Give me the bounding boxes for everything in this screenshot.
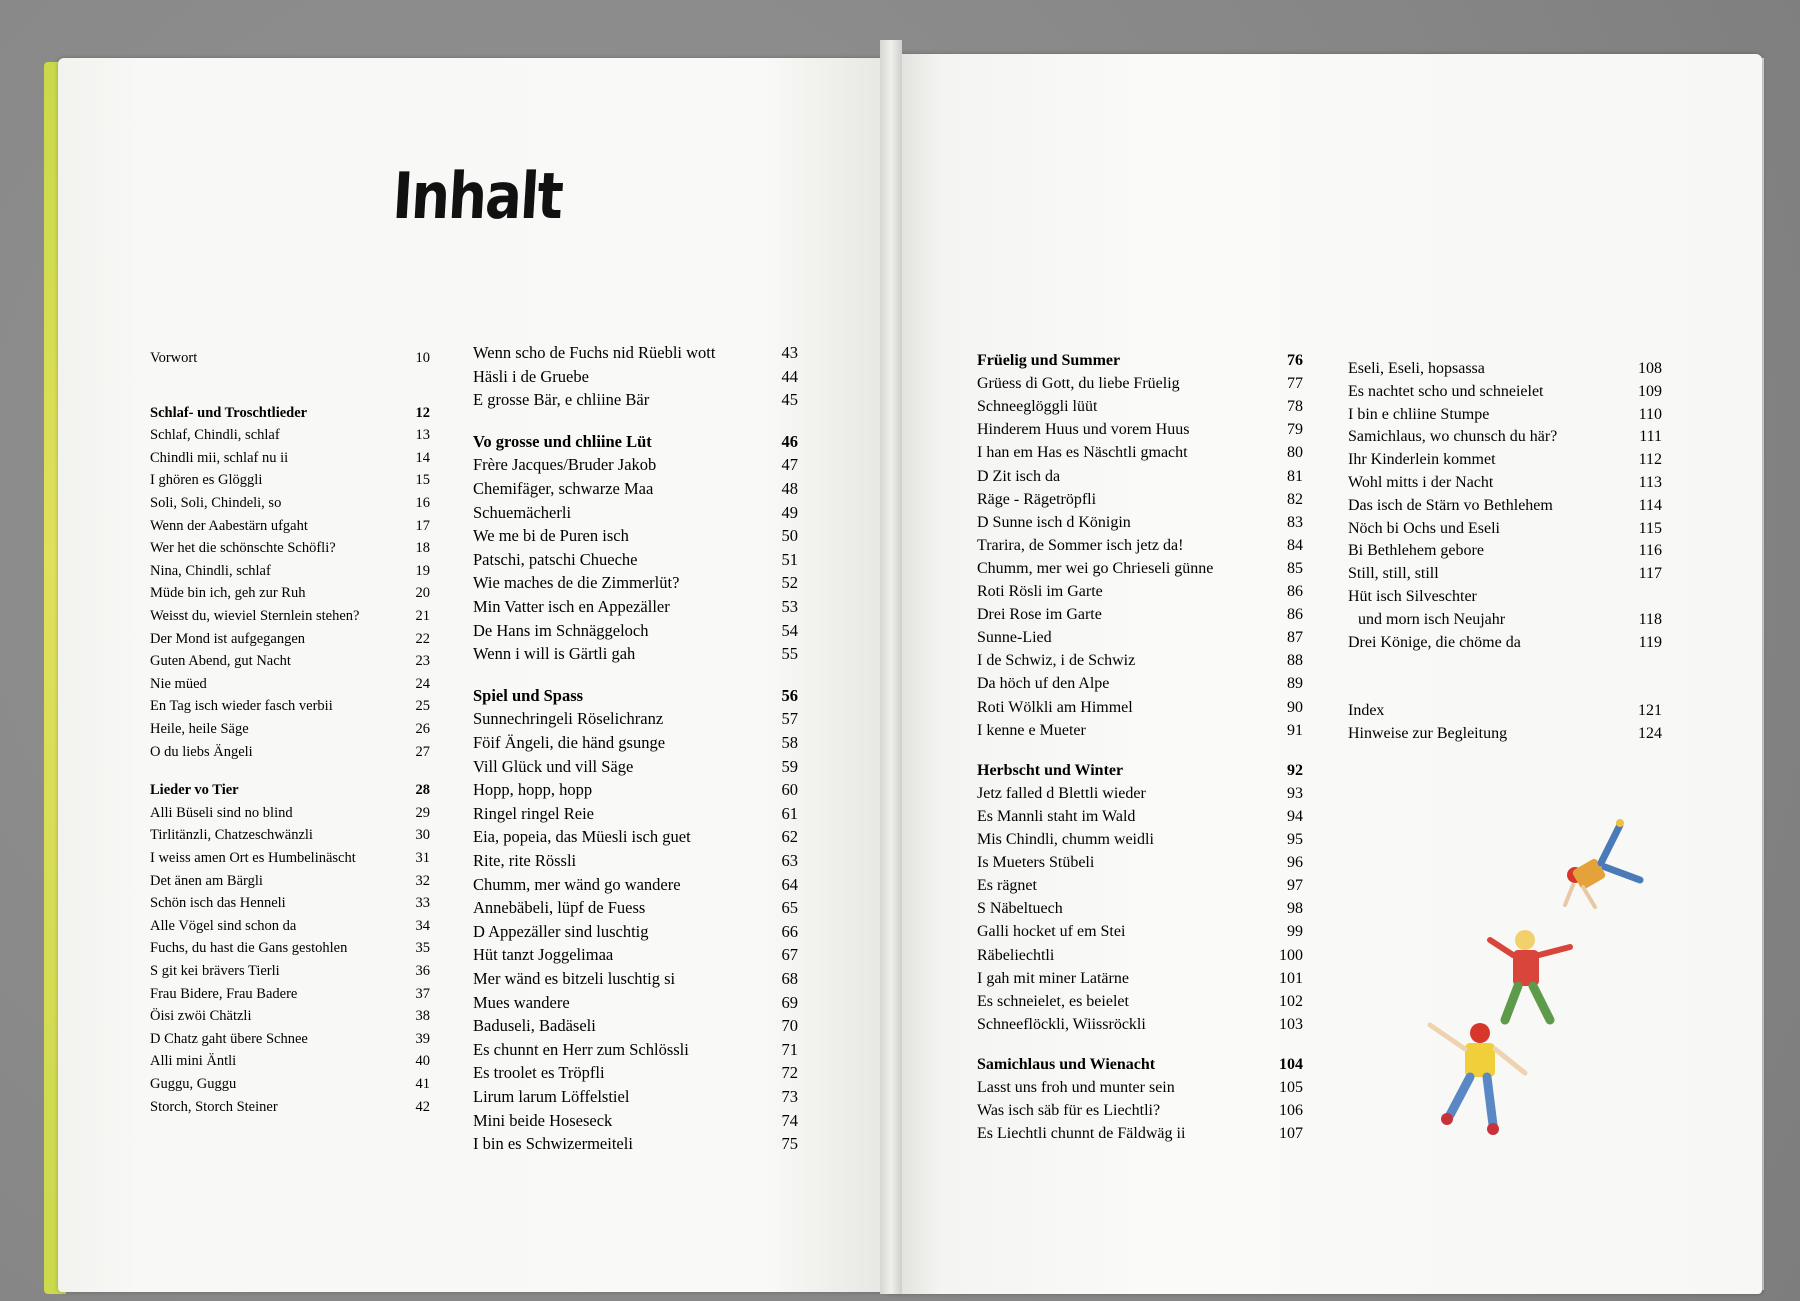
toc-entry-title: Vill Glück und vill Säge (473, 756, 634, 776)
toc-entry-title: Räge - Rägetröpfli (977, 490, 1097, 508)
toc-entry-title: Der Mond ist aufgegangen (150, 630, 306, 647)
toc-entry-title: Nie müed (150, 675, 207, 692)
toc-entry-title: Es schneielet, es beielet (977, 992, 1129, 1010)
toc-entry-title: Müde bin ich, geh zur Ruh (150, 585, 306, 602)
toc-page-number: 70 (781, 1016, 798, 1036)
toc-page-number: 13 (415, 427, 430, 444)
toc-page-number: 37 (415, 985, 430, 1002)
toc-page-number: 46 (781, 431, 798, 451)
toc-page-number: 73 (781, 1087, 798, 1106)
toc-page-number: 17 (415, 517, 430, 534)
toc-page-number: 19 (415, 562, 430, 579)
toc-page-number: 84 (1287, 536, 1303, 554)
toc-page-number: 30 (415, 827, 430, 844)
toc-page-number: 99 (1287, 923, 1303, 941)
toc-entry-title: Eia, popeia, das Müesli isch guet (473, 827, 691, 847)
toc-page-number: 115 (1638, 519, 1662, 537)
toc-entry-title: Es Liechtli chunnt de Fäldwäg ii (977, 1125, 1186, 1143)
toc-page-number: 86 (1287, 583, 1303, 600)
toc-entry-title: Samichlaus und Wienacht (977, 1055, 1156, 1073)
toc-entry-title: Alli mini Äntli (150, 1053, 237, 1070)
toc-page-number: 33 (415, 895, 430, 912)
toc-page-number: 114 (1638, 496, 1662, 514)
toc-page-number: 121 (1638, 702, 1662, 720)
toc-entry-title: Nöch bi Ochs und Eseli (1348, 519, 1500, 537)
toc-entry-title: Storch, Storch Steiner (150, 1098, 278, 1115)
toc-entry-title: Hinweise zur Begleitung (1348, 725, 1508, 743)
toc-page-number: 35 (415, 940, 430, 957)
toc-page-number: 38 (415, 1008, 430, 1025)
toc-page-number: 21 (415, 608, 430, 624)
toc-page-number: 94 (1287, 807, 1303, 825)
toc-entry-title: Bi Bethlehem gebore (1348, 542, 1484, 560)
toc-entry-title: S git kei brävers Tierli (150, 963, 280, 979)
toc-entry-title: Hüt tanzt Joggelimaa (473, 945, 614, 965)
toc-page-number: 93 (1287, 784, 1303, 802)
toc-entry-title: Früelig und Summer (977, 352, 1121, 369)
toc-page-number: 63 (781, 851, 798, 870)
toc-entry-title: Drei Rose im Garte (977, 606, 1102, 624)
toc-entry-title: Ringel ringel Reie (473, 803, 594, 823)
toc-entry-title: Räbeliechtli (977, 946, 1055, 964)
toc-entry-title: Schön isch das Henneli (150, 895, 286, 912)
toc-entry-title: Spiel und Spass (473, 685, 584, 705)
toc-entry-title: Hopp, hopp, hopp (473, 780, 593, 800)
toc-page-number: 87 (1287, 629, 1303, 647)
toc-entry-title: I bin es Schwizermeiteli (473, 1134, 633, 1154)
toc-page-number: 74 (781, 1110, 798, 1130)
toc-page-number: 96 (1287, 854, 1303, 872)
toc-page-number: 109 (1638, 382, 1662, 400)
toc-entry-title: Schneeflöckli, Wiissröckli (977, 1015, 1146, 1033)
toc-page-number: 24 (415, 675, 430, 692)
toc-page-number: 111 (1639, 428, 1662, 446)
toc-page-number: 54 (781, 620, 798, 640)
kid-middle-figure (1490, 930, 1570, 1020)
toc-entry-title: Galli hocket uf em Stei (977, 923, 1126, 941)
toc-entry-title: Wer het die schönschte Schöfli? (150, 540, 336, 557)
toc-page-number: 65 (781, 898, 798, 918)
toc-entry-title: Öisi zwöi Chätzli (150, 1008, 252, 1025)
toc-page-number: 53 (781, 597, 798, 616)
toc-entry-title: Baduseli, Badäseli (473, 1016, 596, 1036)
toc-entry-title: Wie maches de die Zimmerlüt? (473, 573, 680, 593)
toc-entry-title: Es chunnt en Herr zum Schlössli (473, 1039, 689, 1059)
toc-entry-title: Roti Rösli im Garte (977, 583, 1103, 600)
toc-entry-title: D Zit isch da (977, 467, 1061, 485)
toc-page-number: 40 (415, 1053, 430, 1070)
toc-page-number: 69 (781, 992, 798, 1012)
toc-page-number: 82 (1287, 490, 1303, 508)
toc-page-number: 89 (1287, 675, 1303, 693)
toc-entry-title: Min Vatter isch en Appezäller (473, 597, 670, 616)
toc-page-number: 23 (415, 653, 430, 670)
toc-entry-title: I de Schwiz, i de Schwiz (977, 652, 1136, 670)
toc-entry-title: D Chatz gaht übere Schnee (150, 1030, 308, 1047)
toc-entry-title: Föif Ängeli, die händ gsunge (473, 733, 666, 752)
toc-page-number: 44 (781, 366, 798, 386)
toc-page-number: 68 (781, 969, 798, 988)
toc-page-number: 16 (415, 495, 430, 511)
toc-entry-title: Is Mueters Stübeli (977, 854, 1095, 872)
toc-entry-title: Samichlaus, wo chunsch du här? (1348, 428, 1558, 446)
toc-entry-title: Roti Wölkli am Himmel (977, 698, 1133, 716)
toc-page-number: 90 (1287, 698, 1303, 716)
toc-page-number: 18 (415, 540, 430, 557)
toc-page-number: 83 (1287, 513, 1303, 531)
toc-page-number: 15 (415, 472, 430, 489)
toc-page-number: 85 (1287, 559, 1303, 577)
toc-page-number: 28 (415, 782, 430, 799)
toc-page-number: 10 (415, 350, 430, 366)
toc-page-number: 36 (415, 963, 430, 979)
toc-page-number: 64 (781, 874, 798, 894)
toc-page-number: 78 (1287, 398, 1303, 416)
toc-page-number: 12 (415, 404, 430, 421)
toc-page-number: 49 (781, 502, 798, 522)
toc-entry-title: Chindli mii, schlaf nu ii (150, 449, 289, 466)
toc-entry-title: Tirlitänzli, Chatzeschwänzli (150, 827, 313, 844)
toc-entry-title: Fuchs, du hast die Gans gestohlen (150, 940, 348, 957)
toc-page-number: 39 (415, 1030, 430, 1047)
toc-entry-title: Wenn i will is Gärtli gah (473, 644, 636, 664)
toc-entry-title: Soli, Soli, Chindeli, so (150, 495, 282, 511)
toc-entry-title: We me bi de Puren isch (473, 526, 629, 546)
toc-page-number: 80 (1287, 444, 1303, 462)
toc-page-number: 108 (1638, 360, 1662, 377)
toc-page-number: 98 (1287, 900, 1303, 918)
toc-page-number: 95 (1287, 831, 1303, 848)
toc-entry-title: Hinderem Huus und vorem Huus (977, 421, 1190, 439)
toc-entry-title: En Tag isch wieder fasch verbii (150, 698, 333, 715)
toc-entry-title: Trarira, de Sommer isch jetz da! (977, 536, 1184, 554)
toc-entry-title: I han em Has es Näschtli gmacht (977, 444, 1188, 462)
toc-entry-title: E grosse Bär, e chliine Bär (473, 390, 650, 410)
toc-page-number: 52 (781, 573, 798, 593)
toc-page-number: 91 (1287, 721, 1303, 739)
toc-entry-title: Chumm, mer wei go Chrieseli günne (977, 559, 1214, 577)
toc-page-number: 100 (1279, 946, 1303, 964)
toc-entry-title: Heile, heile Säge (150, 721, 249, 737)
toc-entry-title: Schuemächerli (473, 502, 572, 522)
toc-entry-title: und morn isch Neujahr (1358, 610, 1506, 628)
toc-page-number: 45 (781, 390, 798, 410)
toc-entry-title: I ghören es Glöggli (150, 472, 263, 489)
toc-page-number: 118 (1638, 610, 1662, 628)
toc-entry-title: Lasst uns froh und munter sein (977, 1079, 1175, 1096)
toc-entry-title: Alle Vögel sind schon da (150, 917, 297, 934)
toc-page-number: 119 (1638, 633, 1662, 651)
toc-page-number: 56 (781, 685, 798, 705)
toc-page-number: 26 (415, 721, 430, 737)
toc-entry-title: D Appezäller sind luschtig (473, 921, 649, 941)
toc-page-number: 81 (1287, 467, 1303, 485)
toc-entry-title: Eseli, Eseli, hopsassa (1348, 360, 1485, 377)
toc-entry-title: Chemifäger, schwarze Maa (473, 479, 654, 498)
toc-page-number: 27 (415, 743, 430, 760)
toc-entry-title: Still, still, still (1348, 565, 1439, 583)
toc-entry-title: Index (1348, 702, 1385, 720)
toc-entry-title: Guten Abend, gut Nacht (150, 653, 291, 670)
toc-page-number: 102 (1279, 992, 1303, 1010)
toc-entry-title: Herbscht und Winter (977, 761, 1124, 779)
toc-entry-title: Wenn der Aabestärn ufgaht (150, 517, 308, 534)
toc-entry-title: Patschi, patschi Chueche (473, 549, 638, 569)
toc-page-number: 41 (415, 1076, 430, 1092)
toc-page-number: 75 (781, 1134, 798, 1154)
toc-page-number: 104 (1279, 1055, 1303, 1073)
toc-page-number: 31 (415, 850, 430, 866)
toc-entry-title: Weisst du, wieviel Sternlein stehen? (150, 608, 360, 624)
kid-bottom-figure (1430, 1023, 1525, 1135)
toc-entry-title: Mis Chindli, chumm weidli (977, 831, 1154, 848)
toc-entry-title: Häsli i de Gruebe (473, 366, 589, 386)
toc-page-number: 43 (781, 343, 798, 362)
toc-entry-title: Sunne-Lied (977, 629, 1052, 647)
toc-entry-title: I bin e chliine Stumpe (1348, 405, 1490, 423)
toc-entry-title: Lieder vo Tier (150, 782, 239, 799)
toc-page-number: 60 (781, 780, 798, 800)
toc-page-number: 106 (1279, 1102, 1303, 1120)
toc-entry-title: Schneeglöggli lüüt (977, 398, 1098, 416)
toc-page-number: 22 (415, 630, 430, 647)
toc-entry-title: Grüess di Gott, du liebe Früelig (977, 375, 1180, 393)
toc-entry-title: Lirum larum Löffelstiel (473, 1087, 630, 1106)
toc-entry-title: Frau Bidere, Frau Badere (150, 985, 298, 1002)
toc-entry-title: Det änen am Bärgli (150, 872, 263, 889)
toc-page-number: 47 (781, 455, 798, 475)
toc-entry-title: Frère Jacques/Bruder Jakob (473, 455, 657, 475)
toc-entry-title: Nina, Chindli, schlaf (150, 562, 271, 579)
toc-page-number: 29 (415, 804, 430, 821)
toc-entry-title: Es rägnet (977, 877, 1037, 895)
toc-page-number: 71 (781, 1039, 798, 1059)
toc-page-number: 110 (1638, 405, 1662, 423)
toc-page-number: 116 (1638, 542, 1662, 560)
toc-page-number: 50 (781, 526, 798, 546)
toc-page-number: 32 (415, 872, 430, 889)
toc-entry-title: Es nachtet scho und schneielet (1348, 382, 1544, 400)
toc-entry-title: Wohl mitts i der Nacht (1348, 474, 1494, 491)
toc-entry-title: Mer wänd es bitzeli luschtig si (473, 969, 676, 988)
toc-page-number: 97 (1287, 877, 1303, 895)
toc-page-number: 20 (415, 585, 430, 602)
toc-page-number: 112 (1638, 451, 1662, 469)
toc-page-number: 76 (1287, 352, 1303, 369)
toc-entry-title: De Hans im Schnäggeloch (473, 620, 649, 640)
toc-entry-title: Mues wandere (473, 992, 570, 1012)
toc-entry-title: Schlaf, Chindli, schlaf (150, 427, 280, 444)
toc-page-number: 42 (415, 1098, 430, 1115)
toc-entry-title: Vo grosse und chliine Lüt (473, 431, 652, 451)
toc-entry-title: D Sunne isch d Königin (977, 513, 1131, 531)
toc-entry-title: Vorwort (150, 350, 198, 366)
toc-entry-title: Sunnechringeli Röselichranz (473, 709, 664, 729)
toc-entry-title: Da höch uf den Alpe (977, 675, 1110, 693)
toc-entry-title: Schlaf- und Troschtlieder (150, 404, 308, 421)
toc-page-number: 62 (781, 827, 798, 847)
toc-entry-title: I kenne e Mueter (977, 721, 1086, 739)
toc-entry-title: O du liebs Ängeli (150, 743, 253, 760)
toc-entry-title: Es Mannli staht im Wald (977, 807, 1136, 825)
toc-entry-title: Jetz falled d Blettli wieder (977, 784, 1146, 802)
toc-page-number: 103 (1279, 1015, 1303, 1033)
toc-page-number: 51 (781, 549, 798, 569)
toc-page-number: 48 (781, 479, 798, 498)
toc-entry-title: Chumm, mer wänd go wandere (473, 874, 681, 894)
toc-entry-title: Was isch säb für es Liechtli? (977, 1102, 1161, 1120)
children-illustration (1405, 815, 1675, 1160)
toc-page-number: 92 (1287, 761, 1303, 779)
toc-page-number: 113 (1638, 474, 1662, 491)
toc-page-number: 101 (1279, 969, 1303, 987)
toc-page-number: 77 (1287, 375, 1303, 393)
toc-page-number: 55 (781, 644, 798, 664)
toc-page-number: 107 (1279, 1125, 1303, 1143)
toc-page-number: 58 (781, 733, 798, 752)
toc-page-number: 34 (415, 917, 430, 934)
toc-entry-title: Wenn scho de Fuchs nid Rüebli wott (473, 343, 716, 362)
toc-page-number: 86 (1287, 606, 1303, 624)
page-title: Inhalt (390, 160, 564, 234)
toc-page-number: 66 (781, 921, 798, 941)
toc-entry-title: Mini beide Hoseseck (473, 1110, 613, 1130)
toc-page-number: 61 (781, 803, 798, 823)
toc-page-number: 59 (781, 756, 798, 776)
toc-entry-title: Alli Büseli sind no blind (150, 804, 293, 821)
toc-entry-title: Das isch de Stärn vo Bethlehem (1348, 496, 1553, 514)
toc-page-number: 67 (781, 945, 798, 965)
toc-entry-title: Hüt isch Silveschter (1348, 588, 1477, 605)
toc-entry-title: Rite, rite Rössli (473, 851, 577, 870)
toc-entry-title: Drei Könige, die chöme da (1348, 633, 1521, 651)
toc-entry-title: Ihr Kinderlein kommet (1348, 451, 1496, 469)
toc-entry-title: Annebäbeli, lüpf de Fuess (473, 898, 646, 918)
toc-page-number: 124 (1638, 725, 1662, 743)
toc-entry-title: Es troolet es Tröpfli (473, 1063, 605, 1083)
toc-entry-title: S Näbeltuech (977, 900, 1063, 918)
toc-entry-title: I gah mit miner Latärne (977, 969, 1129, 987)
toc-page-number: 88 (1287, 652, 1303, 670)
toc-entry-title: I weiss amen Ort es Humbelinäscht (150, 850, 356, 866)
toc-page-number: 79 (1287, 421, 1303, 439)
book-gutter (880, 40, 902, 1294)
toc-page-number: 14 (415, 449, 430, 466)
toc-page-number: 57 (781, 709, 798, 729)
toc-page-number: 72 (781, 1063, 798, 1083)
toc-page-number: 117 (1638, 565, 1662, 583)
kid-handstand-figure (1565, 819, 1640, 907)
toc-page-number: 105 (1279, 1079, 1303, 1096)
toc-page-number: 25 (415, 698, 430, 715)
toc-entry-title: Guggu, Guggu (150, 1076, 237, 1092)
